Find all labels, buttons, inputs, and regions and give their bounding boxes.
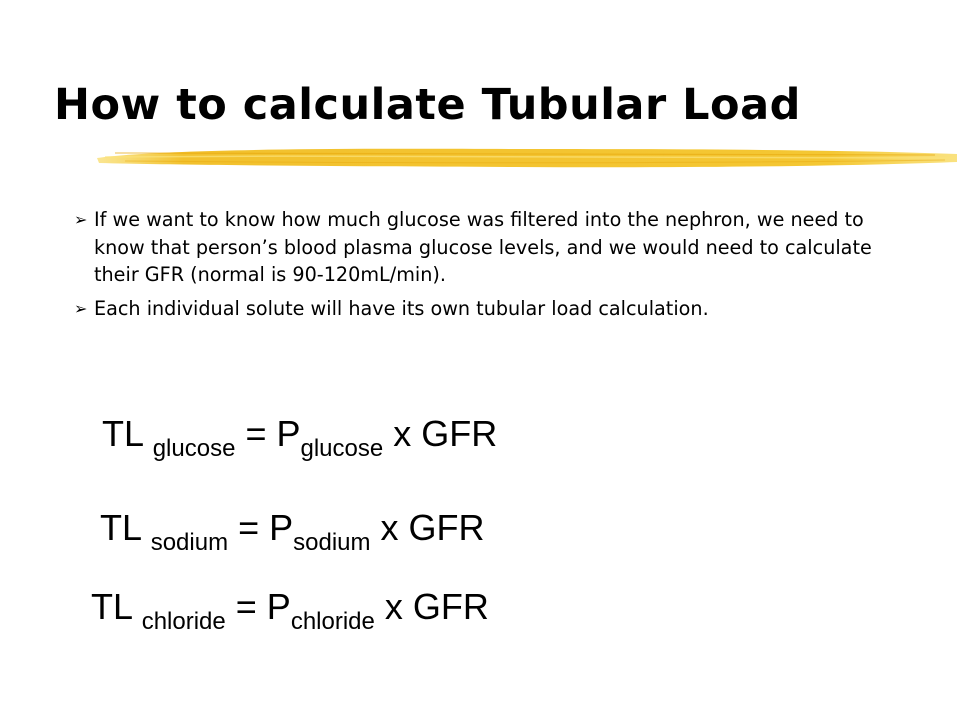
list-item <box>74 295 874 323</box>
title-underline-brush-stroke <box>95 138 960 178</box>
equation-lhs-subscript: chloride <box>141 608 226 635</box>
equation-rhs-subscript: chloride <box>290 608 375 635</box>
equation-lhs-subscript: glucose <box>152 435 236 462</box>
equation-chloride <box>91 586 489 635</box>
equation-rhs: x GFR <box>380 507 485 548</box>
equation-lhs: TL <box>91 586 132 627</box>
list-item <box>74 206 874 289</box>
equation-lhs: TL <box>102 413 143 454</box>
equation-rhs: x GFR <box>393 413 498 454</box>
arrow-bullet-icon: ➢ <box>74 210 88 229</box>
equation-equals: = P <box>238 507 294 548</box>
slide-title: How to calculate Tubular Load <box>54 80 801 130</box>
equation-sodium <box>100 507 485 556</box>
arrow-bullet-icon: ➢ <box>74 298 88 318</box>
equation-lhs-subscript: sodium <box>150 529 229 556</box>
equation-rhs: x GFR <box>384 586 489 627</box>
bullet-list <box>74 206 874 328</box>
equation-equals: = P <box>235 586 291 627</box>
equation-equals: = P <box>245 413 301 454</box>
equation-glucose <box>102 413 498 462</box>
equation-rhs-subscript: glucose <box>300 435 384 462</box>
bullet-text: If we want to know how much glucose was filtered into the nephron, we need to know that person’s blood plasma glucose levels, and we would need to calculate their GFR (normal is 90-120mL/min). <box>94 208 872 286</box>
equation-rhs-subscript: sodium <box>293 529 371 556</box>
bullet-text: Each individual solute will have its own tubular load calculation. <box>94 296 709 320</box>
equation-lhs: TL <box>100 507 141 548</box>
